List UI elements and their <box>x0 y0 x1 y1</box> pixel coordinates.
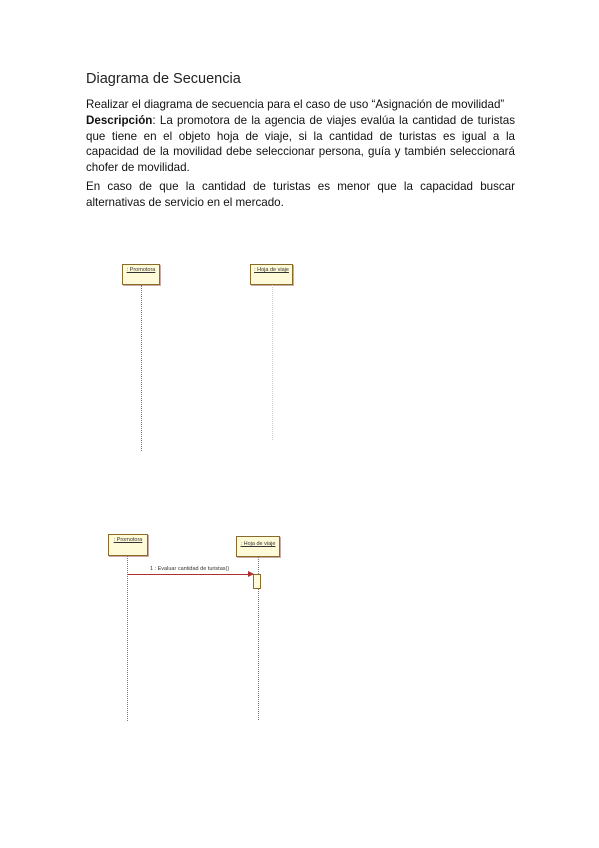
activation-bar <box>253 574 261 589</box>
intro-sentence: Realizar el diagrama de secuencia para el caso de uso “Asignación de movilidad” <box>86 98 505 111</box>
object-label: : Hoja de viaje <box>240 541 276 547</box>
object-label: : Hoja de viaje <box>254 267 289 273</box>
object-hoja-de-viaje <box>236 536 280 557</box>
object-promotora <box>108 534 148 556</box>
description-paragraph <box>86 97 515 176</box>
lifeline-promotora <box>127 556 128 721</box>
message-label: 1 : Evaluar cantidad de turistas() <box>150 566 230 572</box>
object-hoja-de-viaje <box>250 264 293 285</box>
message-arrow <box>127 574 253 575</box>
lifeline-promotora <box>141 285 142 451</box>
page-title: Diagrama de Secuencia <box>86 71 241 87</box>
lifeline-hoja-de-viaje <box>272 285 273 440</box>
alternative-paragraph: En caso de que la cantidad de turistas es menor que la capacidad buscar alternativas de servicio en el mercado. <box>86 180 515 209</box>
object-promotora <box>122 264 160 285</box>
object-label: : Promotora <box>113 537 143 543</box>
object-label: : Promotora <box>126 267 156 273</box>
description-text: : La promotora de la agencia de viajes evalúa la cantidad de turistas que tiene en el objeto hoja de viaje, si la cantidad de turistas es igual a la capacidad de la movilidad debe seleccionar persona, guía y también seleccionará chofer de movilidad. <box>86 113 515 175</box>
description-label: Descripción <box>86 113 153 127</box>
